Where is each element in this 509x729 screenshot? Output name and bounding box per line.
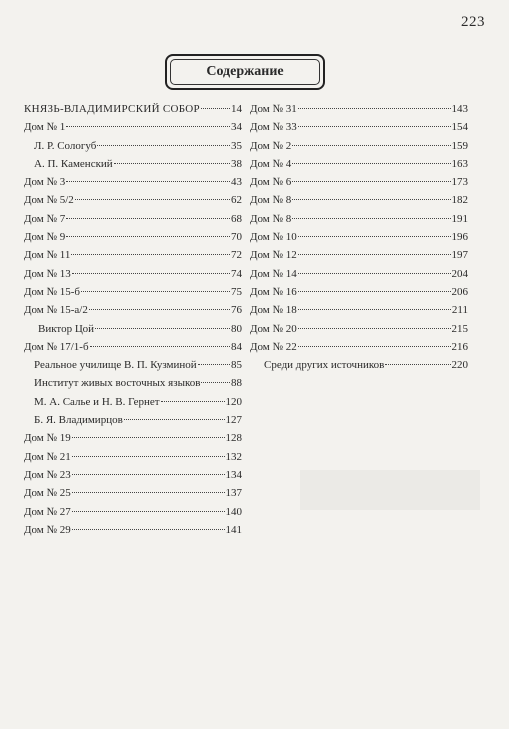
toc-entry-label: Дом № 6 (250, 176, 292, 189)
toc-entry (250, 137, 468, 155)
toc-entry-label: Виктор Цой (38, 322, 95, 335)
toc-entry-label: Дом № 17/1-б (24, 340, 89, 353)
toc-entry (24, 283, 242, 301)
toc-entry-page: 140 (225, 505, 242, 518)
toc-entry-label: Дом № 10 (250, 231, 297, 244)
toc-entry (24, 265, 242, 283)
toc-entry-label: Дом № 2 (250, 139, 292, 152)
toc-entry-label: Дом № 23 (24, 468, 71, 481)
toc-entry-label: А. П. Каменский (34, 157, 113, 170)
toc-entry (24, 137, 242, 155)
contents-title-plate (165, 54, 325, 90)
dot-leader (201, 108, 230, 109)
dot-leader (72, 492, 225, 493)
toc-entry (24, 466, 242, 484)
toc-entry-page: 120 (225, 395, 242, 408)
toc-entry-label: Дом № 19 (24, 432, 71, 445)
toc-entry (250, 173, 468, 191)
toc-entry-page: 141 (225, 523, 242, 536)
toc-entry-label: Дом № 16 (250, 285, 297, 298)
toc-entry (250, 228, 468, 246)
toc-entry-page: 159 (451, 139, 468, 152)
toc-entry-label: Среди других источников (264, 359, 385, 372)
dot-leader (298, 273, 451, 274)
toc-entry-label: Дом № 15-б (24, 285, 81, 298)
toc-entry (250, 210, 468, 228)
toc-entry-label: Дом № 31 (250, 103, 297, 115)
toc-entry (250, 283, 468, 301)
toc-entry-label: Дом № 25 (24, 487, 71, 500)
dot-leader (292, 145, 450, 146)
dot-leader (298, 126, 451, 127)
page-number: 223 (461, 14, 485, 30)
dot-leader (72, 474, 225, 475)
toc-entry-page: 72 (231, 249, 242, 262)
toc-entry-label: Дом № 3 (24, 176, 66, 189)
toc-entry-page: 38 (231, 157, 242, 170)
toc-entry-page: 154 (451, 121, 468, 134)
dot-leader (66, 126, 230, 127)
dot-leader (72, 456, 225, 457)
toc-entry-page: 62 (231, 194, 242, 207)
toc-entry (24, 411, 242, 429)
dot-leader (95, 328, 230, 329)
toc-entry (250, 191, 468, 209)
dot-leader (298, 236, 451, 237)
toc-entry (250, 320, 468, 338)
toc-entry-page: 191 (451, 212, 468, 225)
toc-entry (250, 155, 468, 173)
dot-leader (298, 346, 451, 347)
toc-entry (24, 246, 242, 264)
toc-entry (250, 100, 468, 118)
toc-entry-page: 43 (231, 176, 242, 189)
toc-entry-label: Дом № 1 (24, 121, 66, 134)
dot-leader (292, 181, 450, 182)
dot-leader (292, 163, 450, 164)
toc-entry-page: 128 (225, 432, 242, 445)
toc-entry-page: 211 (451, 304, 468, 317)
toc-entry-page: 84 (231, 340, 242, 353)
toc-entry-label: Б. Я. Владимирцов (34, 414, 123, 427)
toc-entry (24, 374, 242, 392)
toc-left-column (24, 100, 242, 539)
toc-entry-label: Дом № 11 (24, 249, 71, 262)
dot-leader (298, 254, 451, 255)
toc-entry-label: Реальное училище В. П. Кузминой (34, 359, 197, 372)
toc-entry-label: Дом № 9 (24, 231, 66, 244)
toc-entry (24, 210, 242, 228)
toc-entry-label: Дом № 27 (24, 505, 71, 518)
toc-entry-page: 75 (231, 285, 242, 298)
toc-entry-page: 196 (451, 231, 468, 244)
toc-entry (24, 521, 242, 539)
toc-entry (24, 338, 242, 356)
toc-entry (250, 338, 468, 356)
dot-leader (385, 364, 450, 365)
toc-entry-label: Институт живых восточных языков (34, 377, 201, 390)
dot-leader (75, 199, 230, 200)
toc-entry (24, 320, 242, 338)
dot-leader (72, 273, 230, 274)
dot-leader (161, 401, 225, 402)
toc-entry-page: 134 (225, 468, 242, 481)
toc-entry-page: 35 (231, 139, 242, 152)
dot-leader (89, 309, 230, 310)
toc-entry-label: Дом № 13 (24, 267, 71, 280)
toc-entry-page: 34 (231, 121, 242, 134)
toc-entry-label: Дом № 20 (250, 322, 297, 335)
toc-entry (24, 301, 242, 319)
toc-entry-page: 68 (231, 212, 242, 225)
toc-entry-label: КНЯЗЬ-ВЛАДИМИРСКИЙ СОБОР (24, 103, 200, 115)
toc-entry-page: 215 (451, 322, 468, 335)
dot-leader (124, 419, 225, 420)
toc-entry (250, 301, 468, 319)
dot-leader (66, 181, 230, 182)
toc-right-column (250, 100, 468, 374)
toc-entry-page: 137 (225, 487, 242, 500)
toc-entry-page: 85 (231, 359, 242, 372)
dot-leader (66, 236, 230, 237)
toc-entry-page: 127 (225, 414, 242, 427)
dot-leader (298, 108, 451, 109)
dot-leader (81, 291, 230, 292)
toc-entry-page: 182 (451, 194, 468, 207)
toc-entry (250, 118, 468, 136)
toc-entry-page: 80 (231, 322, 242, 335)
toc-entry-page: 132 (225, 450, 242, 463)
toc-entry (24, 429, 242, 447)
dot-leader (72, 529, 225, 530)
toc-entry (250, 246, 468, 264)
toc-entry (24, 118, 242, 136)
dot-leader (72, 437, 225, 438)
dot-leader (97, 145, 230, 146)
toc-entry-label: Дом № 5/2 (24, 194, 74, 207)
toc-entry-page: 216 (451, 340, 468, 353)
page-title: Содержание (206, 64, 284, 79)
toc-entry-page: 76 (231, 304, 242, 317)
toc-entry-label: Дом № 4 (250, 157, 292, 170)
toc-entry-label: Дом № 14 (250, 267, 297, 280)
toc-entry-page: 220 (451, 359, 468, 372)
show-through-decoration (300, 470, 480, 510)
dot-leader (90, 346, 230, 347)
toc-entry-page: 143 (451, 103, 468, 115)
dot-leader (72, 511, 225, 512)
toc-entry (250, 356, 468, 374)
toc-entry-label: Дом № 18 (250, 304, 297, 317)
toc-entry-page: 88 (231, 377, 242, 390)
toc-entry (24, 228, 242, 246)
toc-entry (250, 265, 468, 283)
toc-entry-page: 70 (231, 231, 242, 244)
dot-leader (298, 291, 451, 292)
toc-entry-page: 14 (231, 103, 242, 115)
dot-leader (292, 218, 450, 219)
toc-entry-page: 173 (451, 176, 468, 189)
toc-entry-label: Дом № 29 (24, 523, 71, 536)
toc-entry-page: 197 (451, 249, 468, 262)
toc-entry (24, 191, 242, 209)
toc-entry (24, 393, 242, 411)
toc-entry (24, 503, 242, 521)
toc-entry (24, 484, 242, 502)
toc-entry (24, 448, 242, 466)
dot-leader (114, 163, 230, 164)
dot-leader (292, 199, 450, 200)
dot-leader (201, 382, 230, 383)
dot-leader (198, 364, 230, 365)
toc-entry-page: 206 (451, 285, 468, 298)
toc-entry-label: Дом № 8 (250, 212, 292, 225)
toc-entry (24, 173, 242, 191)
dot-leader (66, 218, 230, 219)
toc-entry-label: Дом № 33 (250, 121, 297, 134)
toc-entry-label: М. А. Салье и Н. В. Гернет (34, 395, 160, 408)
toc-entry-page: 204 (451, 267, 468, 280)
dot-leader (298, 328, 451, 329)
toc-entry-label: Дом № 12 (250, 249, 297, 262)
toc-entry (24, 100, 242, 118)
toc-entry-label: Дом № 15-а/2 (24, 304, 88, 317)
dot-leader (71, 254, 230, 255)
toc-entry-label: Дом № 21 (24, 450, 71, 463)
toc-entry-label: Дом № 22 (250, 340, 297, 353)
toc-entry-label: Л. Р. Сологуб (34, 139, 97, 152)
toc-entry-page: 163 (451, 157, 468, 170)
toc-entry-label: Дом № 7 (24, 212, 66, 225)
toc-entry-page: 74 (231, 267, 242, 280)
toc-entry-label: Дом № 8 (250, 194, 292, 207)
toc-entry (24, 356, 242, 374)
toc-entry (24, 155, 242, 173)
dot-leader (298, 309, 451, 310)
